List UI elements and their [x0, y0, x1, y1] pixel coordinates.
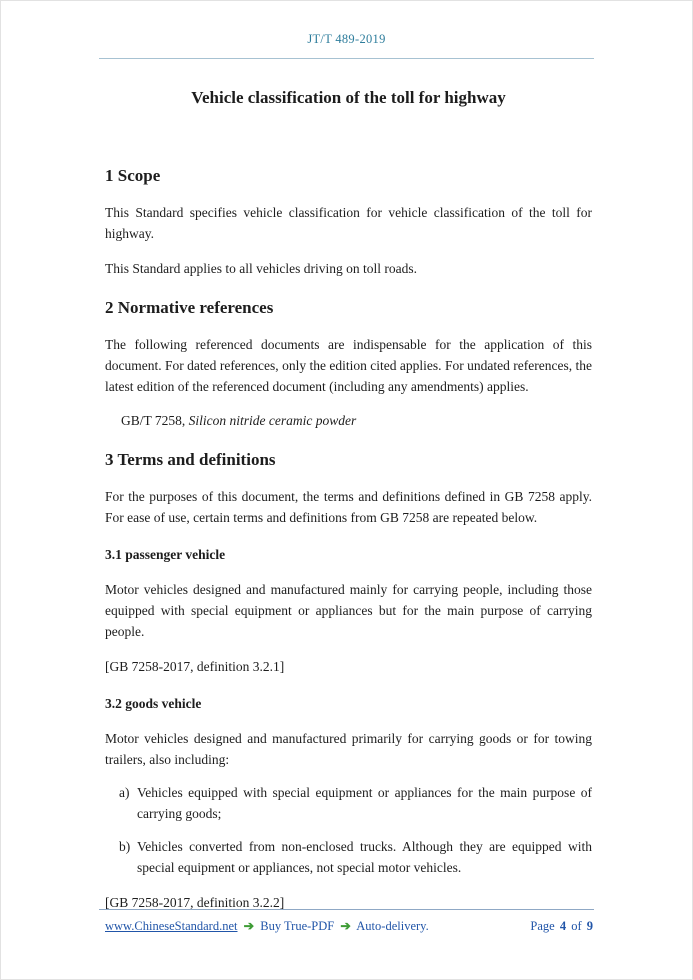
page-number-indicator [529, 919, 594, 934]
footer-website-link[interactable]: www.ChineseStandard.net [105, 919, 238, 933]
page-word: Page [530, 919, 555, 933]
page-header [99, 32, 594, 47]
document-title: Vehicle classification of the toll for highway [191, 88, 506, 107]
term-3-1-definition: Motor vehicles designed and manufactured mainly for carrying people, including those equipped with special equipment or appliances but for the main purpose of carrying people. [105, 582, 592, 639]
document-content [105, 79, 592, 913]
term-3-2-source: [GB 7258-2017, definition 3.2.2] [105, 895, 285, 910]
list-item-b [105, 836, 592, 878]
reference-code: GB/T 7258, [121, 413, 186, 428]
section-1-heading: 1 Scope [105, 166, 161, 185]
footer-divider [99, 909, 594, 910]
section-2-heading: 2 Normative references [105, 298, 274, 317]
list-item-a-label: a) [119, 785, 130, 800]
term-3-1-heading: 3.1 passenger vehicle [105, 547, 226, 562]
term-3-2-definition: Motor vehicles designed and manufactured primarily for carrying goods or for towing trailers, also including: [105, 731, 592, 767]
footer-promo [105, 918, 429, 934]
list-item-b-label: b) [119, 839, 131, 854]
footer-buy-label: Buy True-PDF [260, 919, 335, 933]
list-item-b-text: Vehicles converted from non-enclosed trucks. Although they are equipped with special equipment or appliances, not special motor vehicles. [137, 839, 592, 875]
term-3-2-heading: 3.2 goods vehicle [105, 696, 202, 711]
of-word: of [571, 919, 582, 933]
header-divider [99, 58, 594, 59]
terms-paragraph-1: For the purposes of this document, the terms and definitions defined in GB 7258 apply. For ease of use, certain terms and definitions from GB 7258 are repeated below. [105, 489, 592, 525]
footer-delivery-label: Auto-delivery. [356, 919, 429, 933]
list-item-a [105, 782, 592, 824]
arrow-icon: ➔ [340, 919, 351, 933]
current-page-number: 4 [559, 919, 567, 933]
normative-reference-entry [105, 410, 592, 431]
section-3-heading: 3 Terms and definitions [105, 450, 276, 469]
arrow-icon: ➔ [243, 919, 255, 933]
list-item-a-text: Vehicles equipped with special equipment or appliances for the main purpose of carrying goods; [137, 785, 592, 821]
page-footer [105, 918, 594, 934]
term-3-1-source: [GB 7258-2017, definition 3.2.1] [105, 659, 285, 674]
scope-paragraph-2: This Standard applies to all vehicles driving on toll roads. [105, 261, 417, 276]
total-page-number: 9 [586, 919, 593, 933]
reference-title: Silicon nitride ceramic powder [188, 413, 357, 428]
normative-paragraph-1: The following referenced documents are indispensable for the application of this document. For dated references, only the edition cited applies. For undated references, the latest edition of the referenced document (including any amendments) applies. [105, 337, 592, 394]
scope-paragraph-1: This Standard specifies vehicle classification for vehicle classification of the toll for highway. [105, 205, 592, 241]
doc-number: JT/T 489-2019 [307, 32, 386, 46]
